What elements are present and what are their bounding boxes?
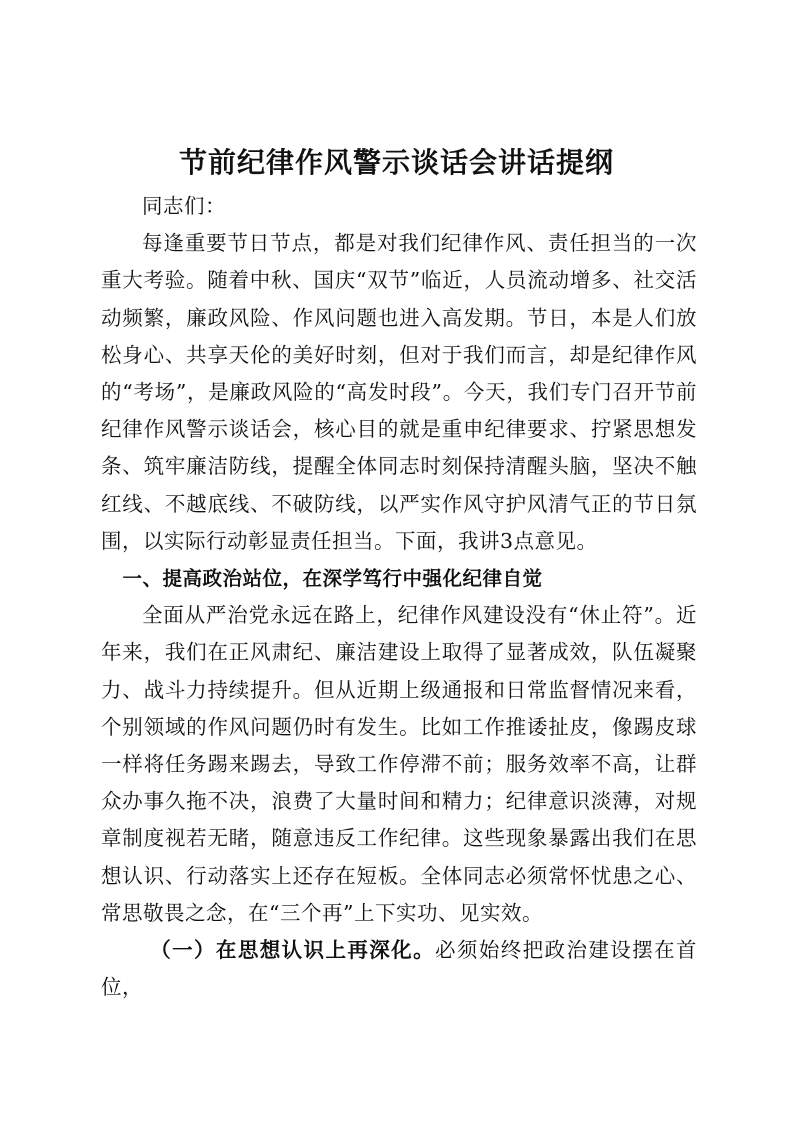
salutation: 同志们： — [142, 194, 226, 218]
subsection-1-text: 必须始终把政治建设摆在首位， — [101, 938, 698, 1000]
section-1-heading: 一、提高政治站位，在深学笃行中强化纪律自觉 — [122, 567, 543, 591]
document-title: 节前纪律作风警示谈话会讲话提纲 — [178, 146, 614, 179]
document-body — [101, 188, 697, 1006]
section-1-paragraph: 全面从严治党永远在路上，纪律作风建设没有“休止符”。近年来，我们在正风肃纪、廉洁建设上取得了显著成效，队伍凝聚力、战斗力持续提升。但从近期上级通报和日常监督情况来看，个别领域的作风问题仍时有发生。比如工作推诿扯皮，像踢皮球一样将任务踢来踢去，导致工作停滞不前；服务效率不高，让群众办事久拖不决，浪费了大量时间和精力；纪律意识淡薄，对规章制度视若无睹，随意违反工作纪律。这些现象暴露出我们在思想认识、行动落实上还存在短板。全体同志必须常怀忧患之心、常思敬畏之念，在“三个再”上下实功、见实效。 — [101, 603, 697, 925]
intro-paragraph: 每逢重要节日节点，都是对我们纪律作风、责任担当的一次重大考验。随着中秋、国庆“双节”临近，人员流动增多、社交活动频繁，廉政风险、作风问题也进入高发期。节日，本是人们放松身心、共享天伦的美好时刻，但对于我们而言，却是纪律作风的“考场”，是廉政风险的“高发时段”。今天，我们专门召开节前纪律作风警示谈话会，核心目的就是重申纪律要求、拧紧思想发条、筑牢廉洁防线，提醒全体同志时刻保持清醒头脑，坚决不触红线、不越底线、不破防线，以严实作风守护风清气正的节日氛围，以实际行动彰显责任担当。下面，我讲3点意见。 — [101, 231, 697, 553]
subsection-1-paragraph — [101, 932, 697, 1006]
subsection-1-heading: （一）在思想认识上再深化。 — [150, 938, 436, 963]
